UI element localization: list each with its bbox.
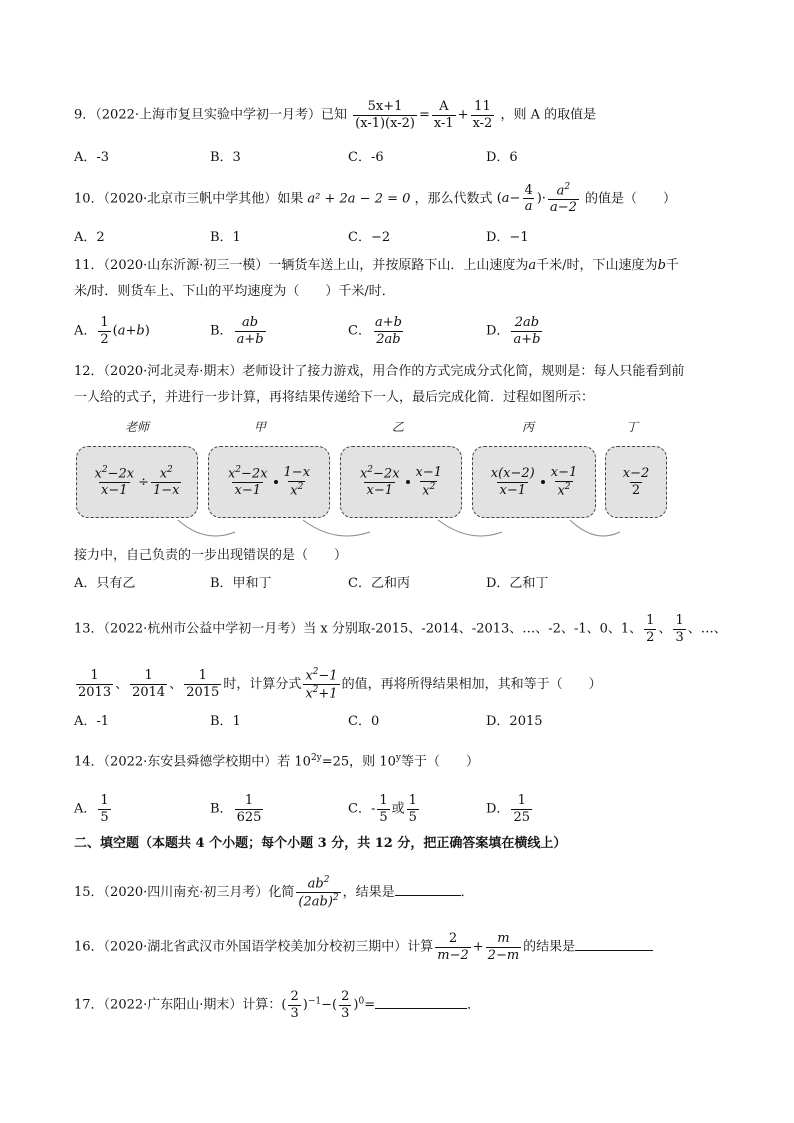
q14-option-b: B． $\frac{1}{625}$ <box>210 793 262 825</box>
relay-arrows <box>0 514 794 544</box>
relay-box-jia: $\frac{x^2-2x}{x-1}$ $\frac{1-x}{x^2}$ <box>208 446 330 518</box>
q10-option-b: B．1 <box>210 230 241 245</box>
relay-arrow-3 <box>438 520 502 536</box>
q9-option-b: B．3 <box>210 150 241 165</box>
q11-text-mid: 千米/时，下山速度为 <box>536 258 658 273</box>
q14-text3: 等于（ ） <box>400 754 479 770</box>
q14-option-d: D． $\frac{1}{25}$ <box>486 793 530 825</box>
q15-text-b: ，结果是 <box>342 884 395 900</box>
q10-option-a: A．2 <box>74 230 105 245</box>
q14-stem <box>74 748 479 772</box>
q9-frac-left: $\frac{5x+1}{(x-1)(x-2)}$ <box>355 99 415 131</box>
q10-option-c: C．−2 <box>348 230 391 245</box>
q11-option-a: A． $\frac{1}{2}$ (a+b) <box>74 315 150 347</box>
q12-option-a: A．只有乙 <box>74 576 136 591</box>
q12-stem-line1: 12．（2020·河北灵寿·期末）老师设计了接力游戏，用合作的方式完成分式化简，规则是：每人只能看到前 <box>74 364 685 379</box>
q13-text: 13．（2022·杭州市公益中学初一月考）当 x 分别取-2015、-2014、-2013、…、-2、-1、0、1、 <box>74 621 643 637</box>
q13-text-c: 的值，再将所得结果相加，其和等于（ ） <box>341 676 602 692</box>
q11-stem-line2: 米/时．则货车上、下山的平均速度为（ ）千米/时． <box>74 284 395 299</box>
q13-option-d: D．2015 <box>486 714 543 729</box>
q10-text: 10．（2020·北京市三帆中学其他）如果 <box>74 191 304 207</box>
q9-text-end: ，则 A 的取值是 <box>500 107 597 123</box>
q15-text: 15．（2020·四川南充·初三月考）化简 <box>74 884 295 900</box>
q15-stem: 15．（2020·四川南充·初三月考）化简 $\frac{ab^2}{(2ab)^2}$ ，结果是 ． <box>74 875 474 910</box>
relay-label-bing: 丙 <box>521 420 534 434</box>
relay-label-ding: 丁 <box>625 420 638 434</box>
q14-text2: =25，则 10 <box>321 754 396 770</box>
q10-equation: a² + 2a − 2 = 0 <box>307 191 411 207</box>
q12-option-b: B．甲和丁 <box>210 576 272 591</box>
q10-text-c: 的值是（ ） <box>585 191 677 207</box>
relay-arrow-4 <box>570 520 620 536</box>
q16-stem: 16．（2020·湖北省武汉市外国语学校美加分校初三期中）计算 $\frac{2}{m-2}$ + $\frac{m}{2-m}$ 的结果是 <box>74 932 653 962</box>
q9-option-a: A．-3 <box>74 150 110 165</box>
q12-question: 接力中，自己负责的一步出现错误的是（ ） <box>74 548 348 563</box>
q15-end: ． <box>460 884 474 900</box>
q14-exp: 2y <box>310 753 322 763</box>
q13-option-c: C．0 <box>348 714 380 729</box>
q16-text-b: 的结果是 <box>523 939 576 955</box>
q11-var-b: b <box>657 258 666 273</box>
q16-text: 16．（2020·湖北省武汉市外国语学校美加分校初三期中）计算 <box>74 939 434 955</box>
relay-box-teacher: $\frac{x^2-2x}{x-1}$ ÷ $\frac{x^2}{1-x}$ <box>76 446 198 518</box>
q11-stem-line1 <box>74 256 679 276</box>
relay-label-teacher: 老师 <box>124 420 149 434</box>
relay-box-yi: $\frac{x^2-2x}{x-1}$ $\frac{x-1}{x^2}$ <box>340 446 462 518</box>
q12-option-d: D．乙和丁 <box>486 576 549 591</box>
relay-arrow-1 <box>178 520 235 536</box>
q11-text-mid2: 千 <box>665 258 679 273</box>
q9-frac-a: $\frac{A}{x-1}$ <box>433 99 454 131</box>
q9-option-d: D．6 <box>486 150 518 165</box>
q13-option-a: A．-1 <box>74 714 110 729</box>
q10-option-d: D．−1 <box>486 230 529 245</box>
q17-end: ． <box>467 997 481 1013</box>
q11-option-b: B． $\frac{ab}{a+b}$ <box>210 315 264 347</box>
relay-arrow-2 <box>303 520 370 536</box>
q17-answer-blank[interactable] <box>375 994 467 1009</box>
q14-option-a: A． $\frac{1}{5}$ <box>74 793 109 825</box>
q13-stem-line1: 13．（2022·杭州市公益中学初一月考）当 x 分别取-2015、-2014、-2013、…、-2、-1、0、1、 $\frac{1}{2}$ 、 $\frac{1}{3}$ 、…、 <box>74 613 727 645</box>
q13-text-b: 时，计算分式 <box>223 676 302 692</box>
q14-option-c: C．- $\frac{1}{5}$ 或 $\frac{1}{5}$ <box>348 793 417 825</box>
q16-answer-blank[interactable] <box>575 936 653 951</box>
q9-frac-b: $\frac{11}{x-2}$ <box>472 99 493 131</box>
q11-option-d: D． $\frac{2ab}{a+b}$ <box>486 315 541 347</box>
relay-label-yi: 乙 <box>391 420 404 434</box>
q9-stem: 9．（2022·上海市复旦实验中学初一月考）已知 $\frac{5x+1}{(x-1)(x-2)}$ = $\frac{A}{x-1}$ + $\frac{11}{x-2}$ ，则 A 的取值是 <box>74 99 597 131</box>
section2-heading: 二、填空题（本题共 4 个小题；每个小题 3 分，共 12 分，把正确答案填在横线上） <box>74 836 567 851</box>
q9-option-c: C．-6 <box>348 150 384 165</box>
q11-option-c: C． $\frac{a+b}{2ab}$ <box>348 315 402 347</box>
q12-option-c: C．乙和丙 <box>348 576 410 591</box>
relay-box-ding: $\frac{x-2}{2}$ <box>605 446 667 518</box>
q9-text: 9．（2022·上海市复旦实验中学初一月考）已知 <box>74 107 347 123</box>
q14-text: 14．（2022·东安县舜德学校期中）若 10 <box>74 754 311 770</box>
q15-answer-blank[interactable] <box>395 881 461 896</box>
q11-text: 11．（2020·山东沂源·初三一模）一辆货车送上山，并按原路下山．上山速度为 <box>74 258 529 273</box>
q17-text: 17．（2022·广东阳山·期末）计算： <box>74 997 282 1013</box>
relay-label-jia: 甲 <box>253 420 266 434</box>
q11-var-a: a <box>528 258 537 273</box>
q17-stem: 17．（2022·广东阳山·期末）计算：( $\frac{2}{3}$ )$^{-1}$−( $\frac{2}{3}$ )$^0$= ． <box>74 989 481 1021</box>
q13-stem-line2: $\frac{1}{2013}$ 、 $\frac{1}{2014}$ 、 $\frac{1}{2015}$ 时，计算分式 $\frac{x^2-1}{x^2+1}$ 的值，再将所得结果相加，其和等于（ ） <box>78 667 602 702</box>
q10-stem <box>74 183 676 215</box>
relay-box-bing: $\frac{x(x-2)}{x-1}$ $\frac{x-1}{x^2}$ <box>472 446 596 518</box>
q14-exp2: y <box>395 753 401 763</box>
q10-expression: (a− $\frac{4}{a}$ )· $\frac{a^2}{a-2}$ <box>496 182 577 215</box>
q10-text-b: ，那么代数式 <box>414 191 493 207</box>
q12-stem-line2: 一人给的式子，并进行一步计算，再将结果传递给下一人，最后完成化简．过程如图所示： <box>74 390 595 405</box>
q13-option-b: B．1 <box>210 714 241 729</box>
